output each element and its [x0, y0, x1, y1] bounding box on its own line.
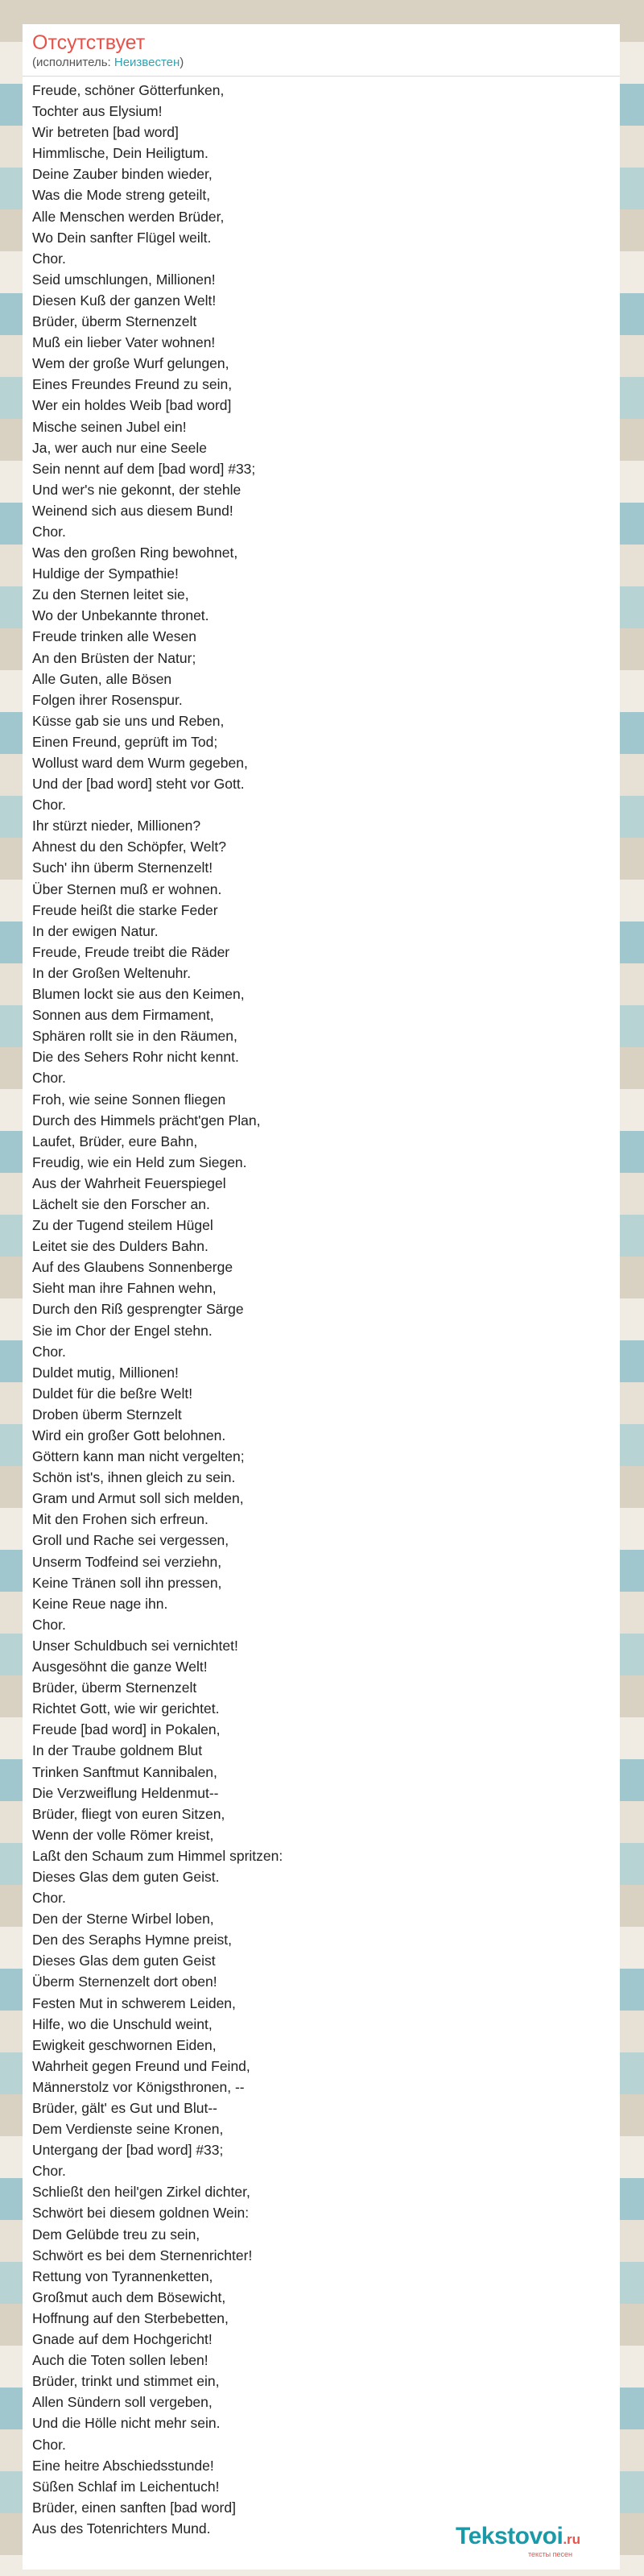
lyric-line: Aus der Wahrheit Feuerspiegel — [32, 1174, 226, 1191]
lyric-line: Auch die Toten sollen leben! — [32, 2352, 208, 2369]
lyric-line: Brüder, trinkt und stimmet ein, — [32, 2373, 220, 2390]
lyric-line: Muß ein lieber Vater wohnen! — [32, 334, 216, 351]
lyric-line: Richtet Gott, wie wir gerichtet. — [32, 1700, 220, 1717]
lyric-line: Wird ein großer Gott belohnen. — [32, 1427, 226, 1443]
lyric-line: Laufet, Brüder, eure Bahn, — [32, 1133, 198, 1149]
lyric-line: Lächelt sie den Forscher an. — [32, 1195, 210, 1212]
lyric-line: Schließt den heil'gen Zirkel dichter, — [32, 2184, 250, 2201]
lyric-line: Eines Freundes Freund zu sein, — [32, 376, 233, 393]
lyric-line: Sieht man ihre Fahnen wehn, — [32, 1280, 217, 1297]
lyric-line: Blumen lockt sie aus den Keimen, — [32, 986, 245, 1003]
lyric-line: Freude, schöner Götterfunken, — [32, 82, 225, 98]
artist-prefix: (исполнитель: — [32, 56, 114, 69]
lyric-line: Trinken Sanftmut Kannibalen, — [32, 1763, 217, 1780]
lyric-line: Festen Mut in schwerem Leiden, — [32, 1994, 236, 2011]
lyric-line: Gram und Armut soll sich melden, — [32, 1490, 244, 1507]
lyric-line: Chor. — [32, 1343, 66, 1360]
lyric-line: Schön ist's, ihnen gleich zu sein. — [32, 1469, 236, 1486]
lyric-line: Keine Tränen soll ihn pressen, — [32, 1574, 222, 1591]
lyric-line: Küsse gab sie uns und Reben, — [32, 712, 225, 729]
lyric-line: Dieses Glas dem guten Geist — [32, 1953, 216, 1969]
lyric-line: Ewigkeit geschwornen Eiden, — [32, 2036, 217, 2053]
lyric-line: Sphären rollt sie in den Räumen, — [32, 1028, 237, 1045]
lyric-line: Eine heitre Abschiedsstunde! — [32, 2457, 214, 2474]
lyric-line: Wo Dein sanfter Flügel weilt. — [32, 229, 212, 246]
lyric-line: Wer ein holdes Weib [bad word] — [32, 397, 232, 414]
lyric-line: Droben überm Sternzelt — [32, 1406, 182, 1423]
lyric-line: Und der [bad word] steht vor Gott. — [32, 776, 245, 793]
lyric-line: Weinend sich aus diesem Bund! — [32, 502, 233, 519]
lyric-line: Brüder, überm Sternenzelt — [32, 1679, 197, 1696]
lyric-line: Zu der Tugend steilem Hügel — [32, 1217, 213, 1234]
lyric-line: Brüder, einen sanften [bad word] — [32, 2499, 236, 2516]
lyric-line: Wenn der volle Römer kreist, — [32, 1826, 214, 1843]
lyric-line: Wo der Unbekannte thronet. — [32, 607, 209, 624]
lyric-line: Hoffnung auf den Sterbebetten, — [32, 2309, 229, 2326]
lyric-line: Dieses Glas dem guten Geist. — [32, 1868, 220, 1885]
lyric-line: Die des Sehers Rohr nicht kennt. — [32, 1049, 239, 1066]
lyric-line: Einen Freund, geprüft im Tod; — [32, 733, 218, 750]
lyric-line: Sonnen aus dem Firmament, — [32, 1007, 214, 1024]
lyric-line: Keine Reue nage ihn. — [32, 1595, 168, 1612]
lyric-line: Laßt den Schaum zum Himmel spritzen: — [32, 1847, 283, 1864]
lyric-line: Chor. — [32, 1890, 66, 1907]
lyric-line: Überm Sternenzelt dort oben! — [32, 1973, 217, 1990]
lyric-line: Was die Mode streng geteilt, — [32, 187, 211, 204]
lyric-line: Diesen Kuß der ganzen Welt! — [32, 292, 217, 309]
lyric-line: Sein nennt auf dem [bad word] #33; — [32, 460, 256, 477]
lyric-line: Duldet für die beßre Welt! — [32, 1385, 193, 1402]
lyric-line: Himmlische, Dein Heiligtum. — [32, 145, 208, 162]
lyric-line: Über Sternen muß er wohnen. — [32, 880, 222, 897]
lyric-line: Allen Sündern soll vergeben, — [32, 2394, 213, 2411]
lyric-line: Die Verzweiflung Heldenmut-- — [32, 1784, 219, 1801]
artist-line — [32, 55, 610, 71]
lyric-line: In der Traube goldnem Blut — [32, 1742, 203, 1759]
lyric-line: Den des Seraphs Hymne preist, — [32, 1932, 233, 1949]
lyric-line: In der ewigen Natur. — [32, 922, 159, 939]
lyric-line: Und wer's nie gekonnt, der stehle — [32, 481, 242, 498]
lyric-line: Wir betreten [bad word] — [32, 124, 179, 141]
lyric-line: Aus des Totenrichters Mund. — [32, 2520, 211, 2537]
lyric-line: Wem der große Wurf gelungen, — [32, 355, 229, 372]
lyric-line: Brüder, überm Sternenzelt — [32, 313, 197, 330]
lyric-line: Chor. — [32, 2436, 66, 2453]
lyric-line: Mit den Frohen sich erfreun. — [32, 1511, 208, 1528]
lyric-line: Durch den Riß gesprengter Särge — [32, 1301, 244, 1318]
lyric-line: Tochter aus Elysium! — [32, 103, 163, 120]
lyric-line: Ausgesöhnt die ganze Welt! — [32, 1659, 208, 1675]
lyric-line: Untergang der [bad word] #33; — [32, 2142, 224, 2159]
lyric-line: Freude trinken alle Wesen — [32, 628, 196, 645]
lyrics-panel — [23, 24, 620, 2570]
lyric-line: Ahnest du den Schöpfer, Welt? — [32, 839, 226, 855]
lyric-line: Folgen ihrer Rosenspur. — [32, 691, 183, 708]
lyric-line: Auf des Glaubens Sonnenberge — [32, 1259, 233, 1276]
lyric-line: Süßen Schlaf im Leichentuch! — [32, 2478, 220, 2495]
lyric-line: An den Brüsten der Natur; — [32, 649, 196, 666]
lyric-line: Dem Gelübde treu zu sein, — [32, 2226, 200, 2243]
lyric-line: Freude heißt die starke Feder — [32, 901, 218, 918]
logo-name: Tekstovoi — [456, 2523, 564, 2549]
lyric-line: Unserm Todfeind sei verziehn, — [32, 1553, 222, 1570]
lyric-line: Ja, wer auch nur eine Seele — [32, 439, 207, 456]
lyric-line: Schwört bei diesem goldnen Wein: — [32, 2205, 250, 2222]
lyric-line: Wahrheit gegen Freund und Feind, — [32, 2057, 250, 2074]
lyric-line: Duldet mutig, Millionen! — [32, 1364, 179, 1381]
lyric-line: Was den großen Ring bewohnet, — [32, 545, 238, 561]
lyric-line: Großmut auch dem Bösewicht, — [32, 2288, 226, 2305]
song-title: Отсутствует — [32, 31, 146, 54]
lyric-line: Freude, Freude treibt die Räder — [32, 943, 230, 960]
lyric-line: Such' ihn überm Sternenzelt! — [32, 859, 213, 876]
lyric-line: Deine Zauber binden wieder, — [32, 166, 213, 183]
lyric-line: Seid umschlungen, Millionen! — [32, 271, 216, 288]
lyric-line: Groll und Rache sei vergessen, — [32, 1532, 229, 1549]
lyric-line: Chor. — [32, 1616, 66, 1633]
artist-suffix: ) — [180, 56, 184, 69]
lyric-line: Sie im Chor der Engel stehn. — [32, 1322, 213, 1339]
lyric-line: In der Großen Weltenuhr. — [32, 964, 192, 981]
lyric-line: Durch des Himmels prächt'gen Plan, — [32, 1112, 261, 1129]
lyric-line: Chor. — [32, 1070, 66, 1087]
lyric-line: Freude [bad word] in Pokalen, — [32, 1721, 221, 1738]
lyric-line: Wollust ward dem Wurm gegeben, — [32, 755, 248, 771]
lyric-line: Chor. — [32, 2163, 66, 2180]
lyric-line: Und die Hölle nicht mehr sein. — [32, 2415, 221, 2432]
song-header — [23, 24, 620, 77]
lyric-line: Dem Verdienste seine Kronen, — [32, 2121, 224, 2138]
lyric-line: Alle Menschen werden Brüder, — [32, 208, 225, 225]
lyric-line: Chor. — [32, 523, 66, 540]
lyric-line: Mische seinen Jubel ein! — [32, 418, 187, 435]
lyric-line: Männerstolz vor Königsthronen, -- — [32, 2078, 245, 2095]
lyric-line: Zu den Sternen leitet sie, — [32, 586, 189, 603]
lyric-line: Göttern kann man nicht vergelten; — [32, 1448, 245, 1465]
lyric-line: Unser Schuldbuch sei vernichtet! — [32, 1637, 238, 1654]
lyric-line: Ihr stürzt nieder, Millionen? — [32, 818, 201, 835]
lyric-line: Hilfe, wo die Unschuld weint, — [32, 2015, 213, 2032]
site-logo[interactable] — [456, 2523, 581, 2558]
lyric-line: Froh, wie seine Sonnen fliegen — [32, 1091, 226, 1108]
logo-tagline: тексты песен — [528, 2550, 573, 2558]
lyric-line: Gnade auf dem Hochgericht! — [32, 2331, 213, 2348]
lyric-line: Huldige der Sympathie! — [32, 565, 179, 582]
lyric-line: Freudig, wie ein Held zum Siegen. — [32, 1153, 247, 1170]
lyric-line: Rettung von Tyrannenketten, — [32, 2267, 213, 2284]
lyric-line: Alle Guten, alle Bösen — [32, 670, 172, 687]
lyric-line: Brüder, fliegt von euren Sitzen, — [32, 1805, 225, 1822]
logo-tld: .ru — [563, 2532, 581, 2547]
artist-link[interactable]: Неизвестен — [114, 56, 180, 69]
lyric-line: Chor. — [32, 797, 66, 814]
lyric-line: Leitet sie des Dulders Bahn. — [32, 1238, 208, 1255]
lyrics-text — [23, 77, 620, 2539]
lyric-line: Den der Sterne Wirbel loben, — [32, 1911, 214, 1928]
lyric-line: Schwört es bei dem Sternenrichter! — [32, 2247, 253, 2263]
lyric-line: Chor. — [32, 250, 66, 267]
lyric-line: Brüder, gält' es Gut und Blut-- — [32, 2100, 217, 2116]
